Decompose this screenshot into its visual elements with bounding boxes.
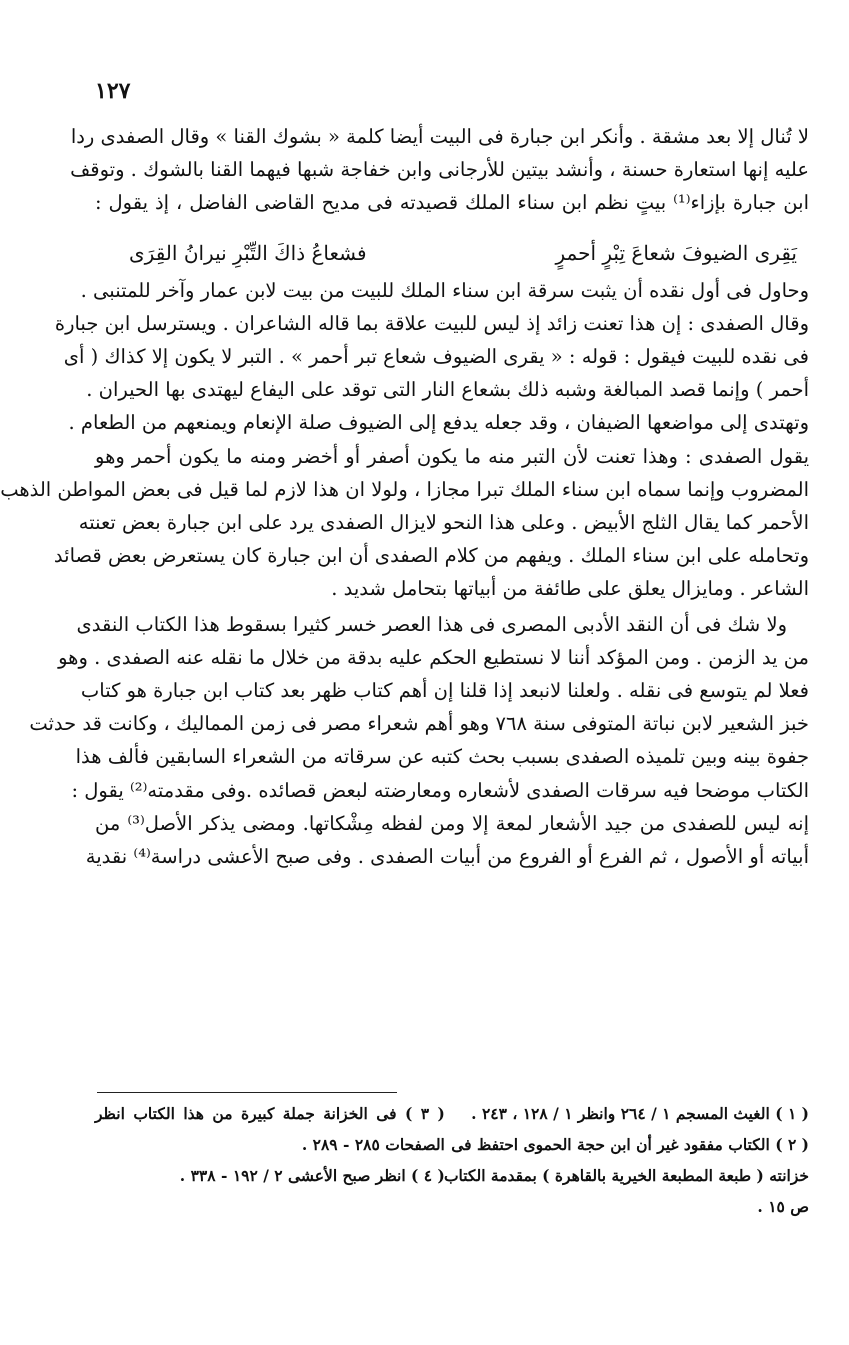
footnote-line: الصفحات ٢٨٥ - ٢٨٩ .: [301, 1135, 445, 1154]
text-line: المضروب وإنما سماه ابن سناء الملك تبرا مجازا ، ولولا ان هذا لازم لما قيل فى بعض المواطن الذهب: [0, 477, 809, 501]
text-line: الشاعر . ومايزال يعلق على طائفة من أبياتها بتحامل شديد .: [331, 577, 809, 601]
text-line: أحمر ) وإنما قصد المبالغة وشبه ذلك بشعاع النار التى توقد على اليفاع ليهتدى بها الحيران .: [86, 378, 809, 402]
text-line: من يد الزمن . ومن المؤكد أننا لا نستطيع الحكم عليه بدقة من خلال ما نقله عنه الصفدى . وهو: [58, 645, 809, 669]
text-line: وقال الصفدى : إن هذا تعنت زائد إذ ليس للبيت علاقة بما قاله الشاعران . ويسترسل ابن جبارة: [54, 311, 809, 335]
text-line: أبياته أو الأصول ، ثم الفرع أو الفروع من أبيات الصفدى . وفى صبح الأعشى دراسة⁽⁴⁾ نقدية: [85, 845, 809, 869]
page-number: ١٢٧: [95, 78, 131, 104]
text-line: الأحمر كما يقال الثلج الأبيض . وعلى هذا النحو لايزال الصفدى يرد على ابن جبارة بعض تعنته: [78, 511, 809, 535]
footnote-line: ص ١٥ .: [757, 1197, 809, 1216]
verse-hemistich-first: يَقِرى الضيوفَ شعاعَ تِبْرٍ أحمرٍ: [555, 240, 797, 265]
verse-hemistich-second: فشعاعُ ذاكَ التِّبْرِ نيرانُ القِرَى: [129, 240, 367, 265]
paragraph-1: [70, 120, 809, 220]
text-line: فعلا لم يتوسع فى نقله . ولعلنا لانبعد إذا قلنا إن أهم كتاب ظهر بعد كتاب ابن جبارة هو كتاب: [80, 679, 809, 703]
poem-verse: [95, 234, 809, 272]
text-line: ابن جبارة بإزاء⁽¹⁾ بيتٍ نظم ابن سناء الملك قصيدته فى مديح القاضى الفاضل ، إذ يقول :: [95, 191, 809, 215]
text-line: وتهتدى إلى مواضعها الضيفان ، وقد جعله يدفع إلى الضيوف صلة الإنعام ويمنعهم من الطعام .: [68, 411, 809, 435]
text-line: إنه ليس للصفدى من جيد الأشعار لمعة إلا ومن لفظه مِشْكاتها. ومضى يذكر الأصل⁽³⁾ من: [95, 811, 809, 835]
paragraph-3: [29, 608, 809, 874]
text-line: يقول الصفدى : وهذا تعنت لأن التبر منه ما يكون أصفر أو أخضر ومنه ما يكون أحمر وهو: [95, 444, 809, 468]
text-line: ولا شك فى أن النقد الأدبى المصرى فى هذا العصر خسر كثيرا بسقوط هذا الكتاب النقدى: [76, 612, 787, 636]
paragraph-2: [0, 274, 809, 606]
text-line: جفوة بينه وبين تلميذه الصفدى بسبب بحث كتبه عن سرقاته من الشعراء السابقين فألف هذا: [75, 745, 809, 769]
footnote-line: ( ١ ) الغيث المسجم ١ / ٢٦٤ وانظر ١ / ١٢٨ ، ٢٤٣ .: [471, 1104, 809, 1123]
footnotes-right-column: [443, 1098, 809, 1222]
text-line: وحاول فى أول نقده أن يثبت سرقة ابن سناء الملك للبيت من بيت لابن عمار وآخر للمتنبى .: [80, 278, 809, 302]
footnote-line: ( ٢ ) الكتاب مفقود غير أن ابن حجة الحموى احتفظ فى: [451, 1135, 809, 1154]
footnote-line: ( ٣ ) فى الخزانة جملة كبيرة من هذا الكتاب انظر: [95, 1104, 445, 1123]
footnotes: [95, 1098, 809, 1222]
text-line: فى نقده للبيت فيقول : قوله : « يقرى الضيوف شعاع تبر أحمر » . التبر لا يكون إلا كذاك ( أى: [63, 345, 809, 369]
text-line: الكتاب موضحا فيه سرقات الصفدى لأشعاره ومعارضته لبعض قصائده .وفى مقدمته⁽²⁾ يقول :: [71, 778, 809, 802]
main-text: [0, 120, 809, 873]
footnotes-left-column: [95, 1098, 445, 1222]
footnote-line: خزانته ( طبعة المطبعة الخيرية بالقاهرة ) بمقدمة الكتاب: [443, 1166, 809, 1185]
text-line: خبز الشعير لابن نباتة المتوفى سنة ٧٦٨ وهو أهم شعراء مصر فى زمن المماليك ، وكانت قد حدثت: [29, 712, 809, 736]
footnote-separator: [97, 1092, 397, 1093]
footnote-line: ( ٤ ) انظر صبح الأعشى ٢ / ١٩٢ - ٣٣٨ .: [179, 1166, 445, 1185]
text-line: عليه إنها استعارة حسنة ، وأنشد بيتين للأرجانى وابن خفاجة شبها فيهما القنا بالشوك . وتوقف: [70, 158, 809, 182]
text-line: لا تُنال إلا بعد مشقة . وأنكر ابن جبارة فى البيت أيضا كلمة « بشوك القنا » وقال الصفدى ردا: [70, 125, 809, 148]
text-line: وتحامله على ابن سناء الملك . ويفهم من كلام الصفدى أن ابن جبارة كان يستعرض بعض قصائد: [53, 544, 809, 568]
